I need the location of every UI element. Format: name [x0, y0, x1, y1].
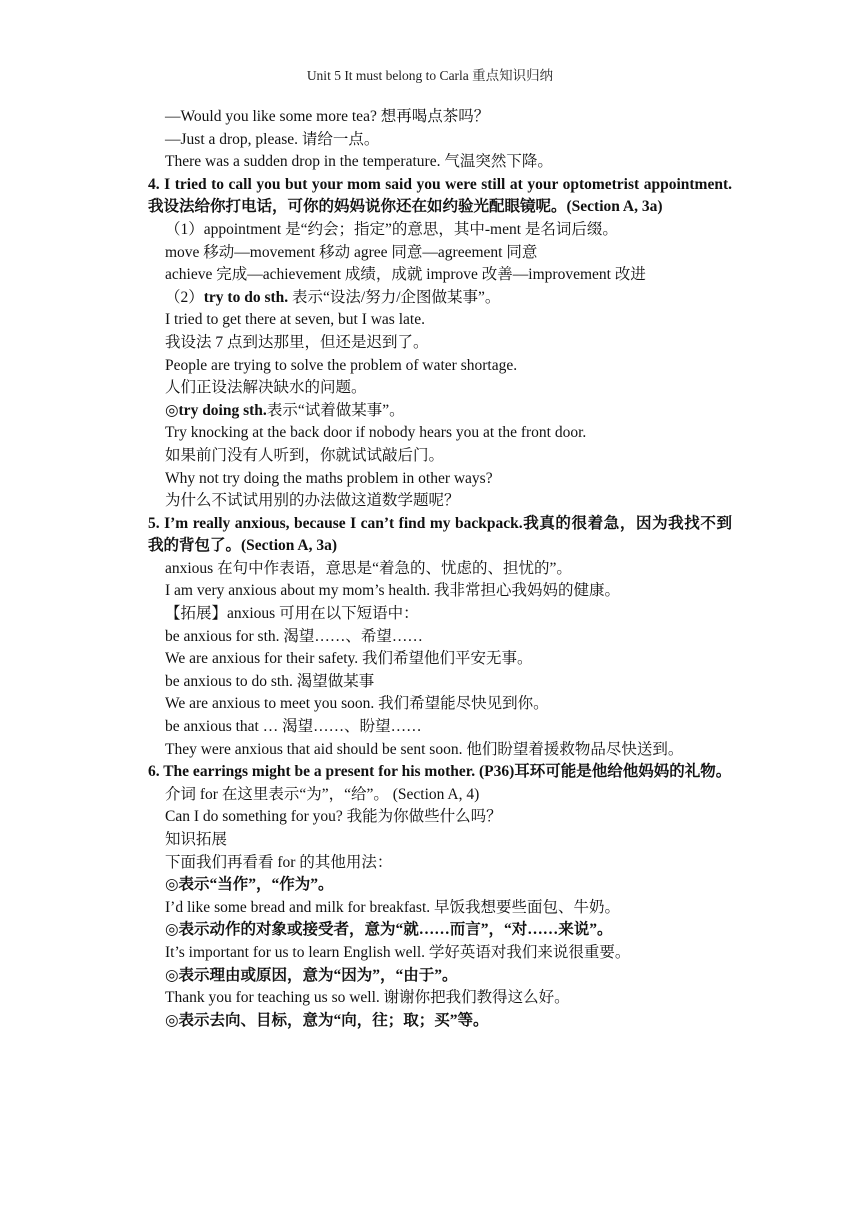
text-line: anxious 在句中作表语，意思是“着急的、忧虑的、担忧的”。 [165, 559, 572, 577]
text-line: Can I do something for you? 我能为你做些什么吗？ [165, 808, 502, 826]
text-line: 知识拓展 [165, 831, 228, 848]
example-zh: 如果前门没有人听到，你就试试敲后门。 [165, 446, 445, 464]
text-line: —Just a drop, please. 请给一点。 [165, 130, 380, 148]
text-span: 表示“设法/努力/企图做某事”。 [288, 288, 501, 306]
text-line: They were anxious that aid should be sent soon. 他们盼望着援救物品尽快送到。 [165, 740, 684, 758]
text-line: 介词 for 在这里表示“为”，“给”。 (Section A, 4) [165, 785, 480, 803]
text-line [130, 287, 732, 310]
example-zh: 人们正设法解决缺水的问题。 [165, 379, 367, 397]
text-line: 【拓展】anxious 可用在以下短语中： [165, 605, 419, 623]
section-5-heading: 5. I’m really anxious, because I can’t find my backpack.我真的很着急，因为我找不到我的背包了。(Section A, 3a) [148, 514, 732, 555]
bold-subheading: ◎表示“当作”，“作为”。 [165, 876, 334, 894]
document-body [130, 106, 732, 1032]
text-line: （1）appointment 是“约会；指定”的意思，其中-ment 是名词后缀。 [165, 220, 618, 238]
bold-subheading: ◎表示动作的对象或接受者，意为“就……而言”，“对……来说”。 [165, 921, 613, 939]
text-line: be anxious to do sth. 渴望做某事 [165, 672, 375, 690]
example-zh: 为什么不试试用别的办法做这道数学题呢？ [165, 492, 460, 510]
text-line: It’s important for us to learn English well. 学好英语对我们来说很重要。 [165, 943, 631, 961]
bold-subheading: ◎表示理由或原因，意为“因为”，“由于”。 [165, 966, 458, 984]
section-4-heading: 4. I tried to call you but your mom said you were still at your optometrist appointment. 我设法给你打电话，可你的妈妈说你还在如约验光配眼镜呢。(Section A, 3a) [148, 175, 732, 216]
page-header: Unit 5 It must belong to Carla 重点知识归纳 [306, 68, 554, 83]
text-line: be anxious for sth. 渴望……、希望…… [165, 627, 423, 645]
text-line: be anxious that … 渴望……、盼望…… [165, 718, 422, 736]
text-line: I’d like some bread and milk for breakfast. 早饭我想要些面包、牛奶。 [165, 898, 621, 916]
example-en: Try knocking at the back door if nobody hears you at the front door. [165, 424, 587, 442]
text-line: achieve 完成—achievement 成绩，成就 improve 改善—improvement 改进 [165, 266, 646, 284]
text-line: We are anxious for their safety. 我们希望他们平安无事。 [165, 650, 533, 668]
text-line: There was a sudden drop in the temperature. 气温突然下降。 [165, 153, 553, 171]
bold-subheading: ◎表示去向、目标，意为“向，往；取；买”等。 [165, 1011, 489, 1029]
text-line: I am very anxious about my mom’s health. 我非常担心我妈妈的健康。 [165, 582, 621, 600]
example-en: People are trying to solve the problem of water shortage. [165, 356, 518, 374]
text-line [130, 400, 732, 423]
text-line: Thank you for teaching us so well. 谢谢你把我们教得这么好。 [165, 989, 570, 1007]
bold-phrase: ◎try doing sth. [165, 401, 267, 419]
text-line: We are anxious to meet you soon. 我们希望能尽快见到你。 [165, 695, 549, 713]
example-en: I tried to get there at seven, but I was late. [165, 311, 425, 329]
text-line: move 移动—movement 移动 agree 同意—agreement 同意 [165, 243, 538, 261]
bold-phrase: try to do sth. [203, 288, 289, 306]
text-line: 下面我们再看看 for 的其他用法： [165, 853, 393, 871]
example-zh: 我设法 7 点到达那里，但还是迟到了。 [165, 333, 429, 351]
text-line: —Would you like some more tea? 想再喝点茶吗？ [165, 108, 490, 125]
text-span: （2） [165, 288, 204, 306]
text-span: 表示“试着做某事”。 [266, 401, 405, 419]
section-6-heading: 6. The earrings might be a present for his mother. (P36)耳环可能是他给他妈妈的礼物。 [148, 763, 732, 781]
example-en: Why not try doing the maths problem in other ways? [165, 469, 493, 487]
